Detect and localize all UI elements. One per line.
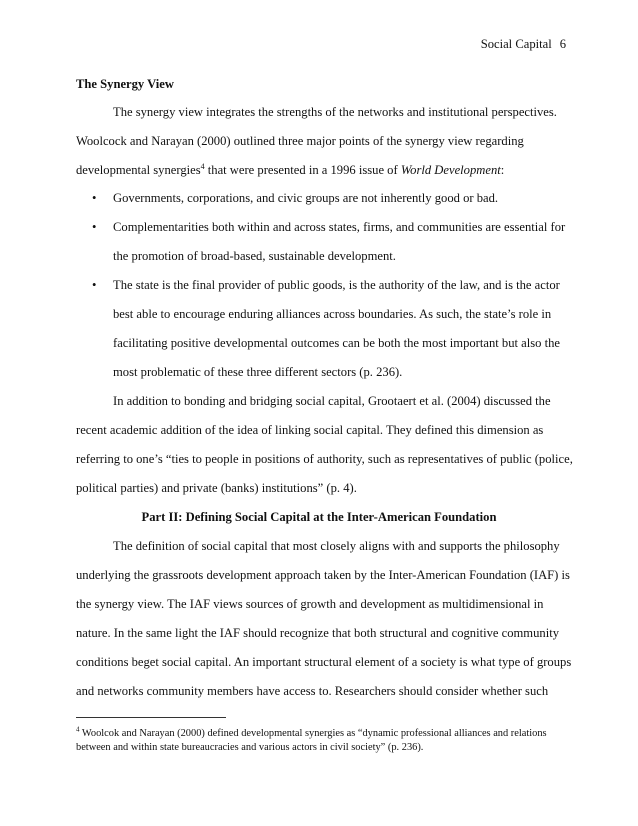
paragraph-line: and networks community members have access to. Researchers should consider whether such xyxy=(76,684,549,698)
footnote-reference: 4 xyxy=(200,161,205,171)
bullet-marker: • xyxy=(92,191,97,205)
paragraph-line xyxy=(76,162,504,178)
bullet-line: Complementarities both within and across states, firms, and communities are essential for xyxy=(113,220,566,234)
header-title: Social Capital xyxy=(480,37,552,51)
section-heading-part-ii: Part II: Defining Social Capital at the Inter-American Foundation xyxy=(141,510,497,524)
paragraph-line: conditions beget social capital. An important structural element of a society is what type of groups xyxy=(76,655,572,669)
page-number: 6 xyxy=(559,37,566,51)
footnote-line: between and within state bureaucracies and various actors in civil society” (p. 236). xyxy=(76,742,424,753)
bullet-marker: • xyxy=(92,220,97,234)
text-run: : xyxy=(500,163,505,177)
paragraph-line: political parties) and private (banks) institutions” (p. 4). xyxy=(76,481,357,495)
bullet-line: the promotion of broad-based, sustainable development. xyxy=(113,249,396,263)
bullet-line: best able to encourage enduring alliances across boundaries. As such, the state’s role in xyxy=(113,307,552,321)
bullet-line: The state is the final provider of public goods, is the authority of the law, and is the actor xyxy=(113,278,560,292)
paragraph-line: the synergy view. The IAF views sources of growth and development as multidimensional in xyxy=(76,597,544,611)
footnote-marker: 4 xyxy=(76,725,80,734)
paragraph-line: nature. In the same light the IAF should recognize that both structural and cognitive community xyxy=(76,626,559,640)
text-run: developmental synergies xyxy=(76,163,201,177)
bullet-line: facilitating positive developmental outcomes can be both the most important but also the xyxy=(113,336,560,350)
footnote-text: Woolcok and Narayan (2000) defined developmental synergies as “dynamic professional alliances and relations xyxy=(79,728,547,739)
section-heading-synergy-view: The Synergy View xyxy=(76,77,174,91)
bullet-line: Governments, corporations, and civic groups are not inherently good or bad. xyxy=(113,191,499,205)
footnote-divider xyxy=(76,717,226,718)
running-header xyxy=(481,37,566,52)
bullet-marker: • xyxy=(92,278,97,292)
paragraph-line: The definition of social capital that most closely aligns with and supports the philosophy xyxy=(113,539,560,553)
paragraph-line: In addition to bonding and bridging social capital, Grootaert et al. (2004) discussed the xyxy=(113,394,551,408)
paragraph-line: Woolcock and Narayan (2000) outlined three major points of the synergy view regarding xyxy=(76,134,524,148)
paragraph-line: recent academic addition of the idea of linking social capital. They defined this dimension as xyxy=(76,423,544,437)
paragraph-line: referring to one’s “ties to people in positions of authority, such as representatives of public (police, xyxy=(76,452,573,466)
paragraph-line: The synergy view integrates the strengths of the networks and institutional perspectives. xyxy=(113,105,557,119)
text-run: that were presented in a 1996 issue of xyxy=(204,163,401,177)
journal-title: World Development xyxy=(400,163,501,177)
footnote-line xyxy=(76,727,547,740)
bullet-line: most problematic of these three different sectors (p. 236). xyxy=(113,365,403,379)
paragraph-line: underlying the grassroots development approach taken by the Inter-American Foundation (IAF) is xyxy=(76,568,570,582)
